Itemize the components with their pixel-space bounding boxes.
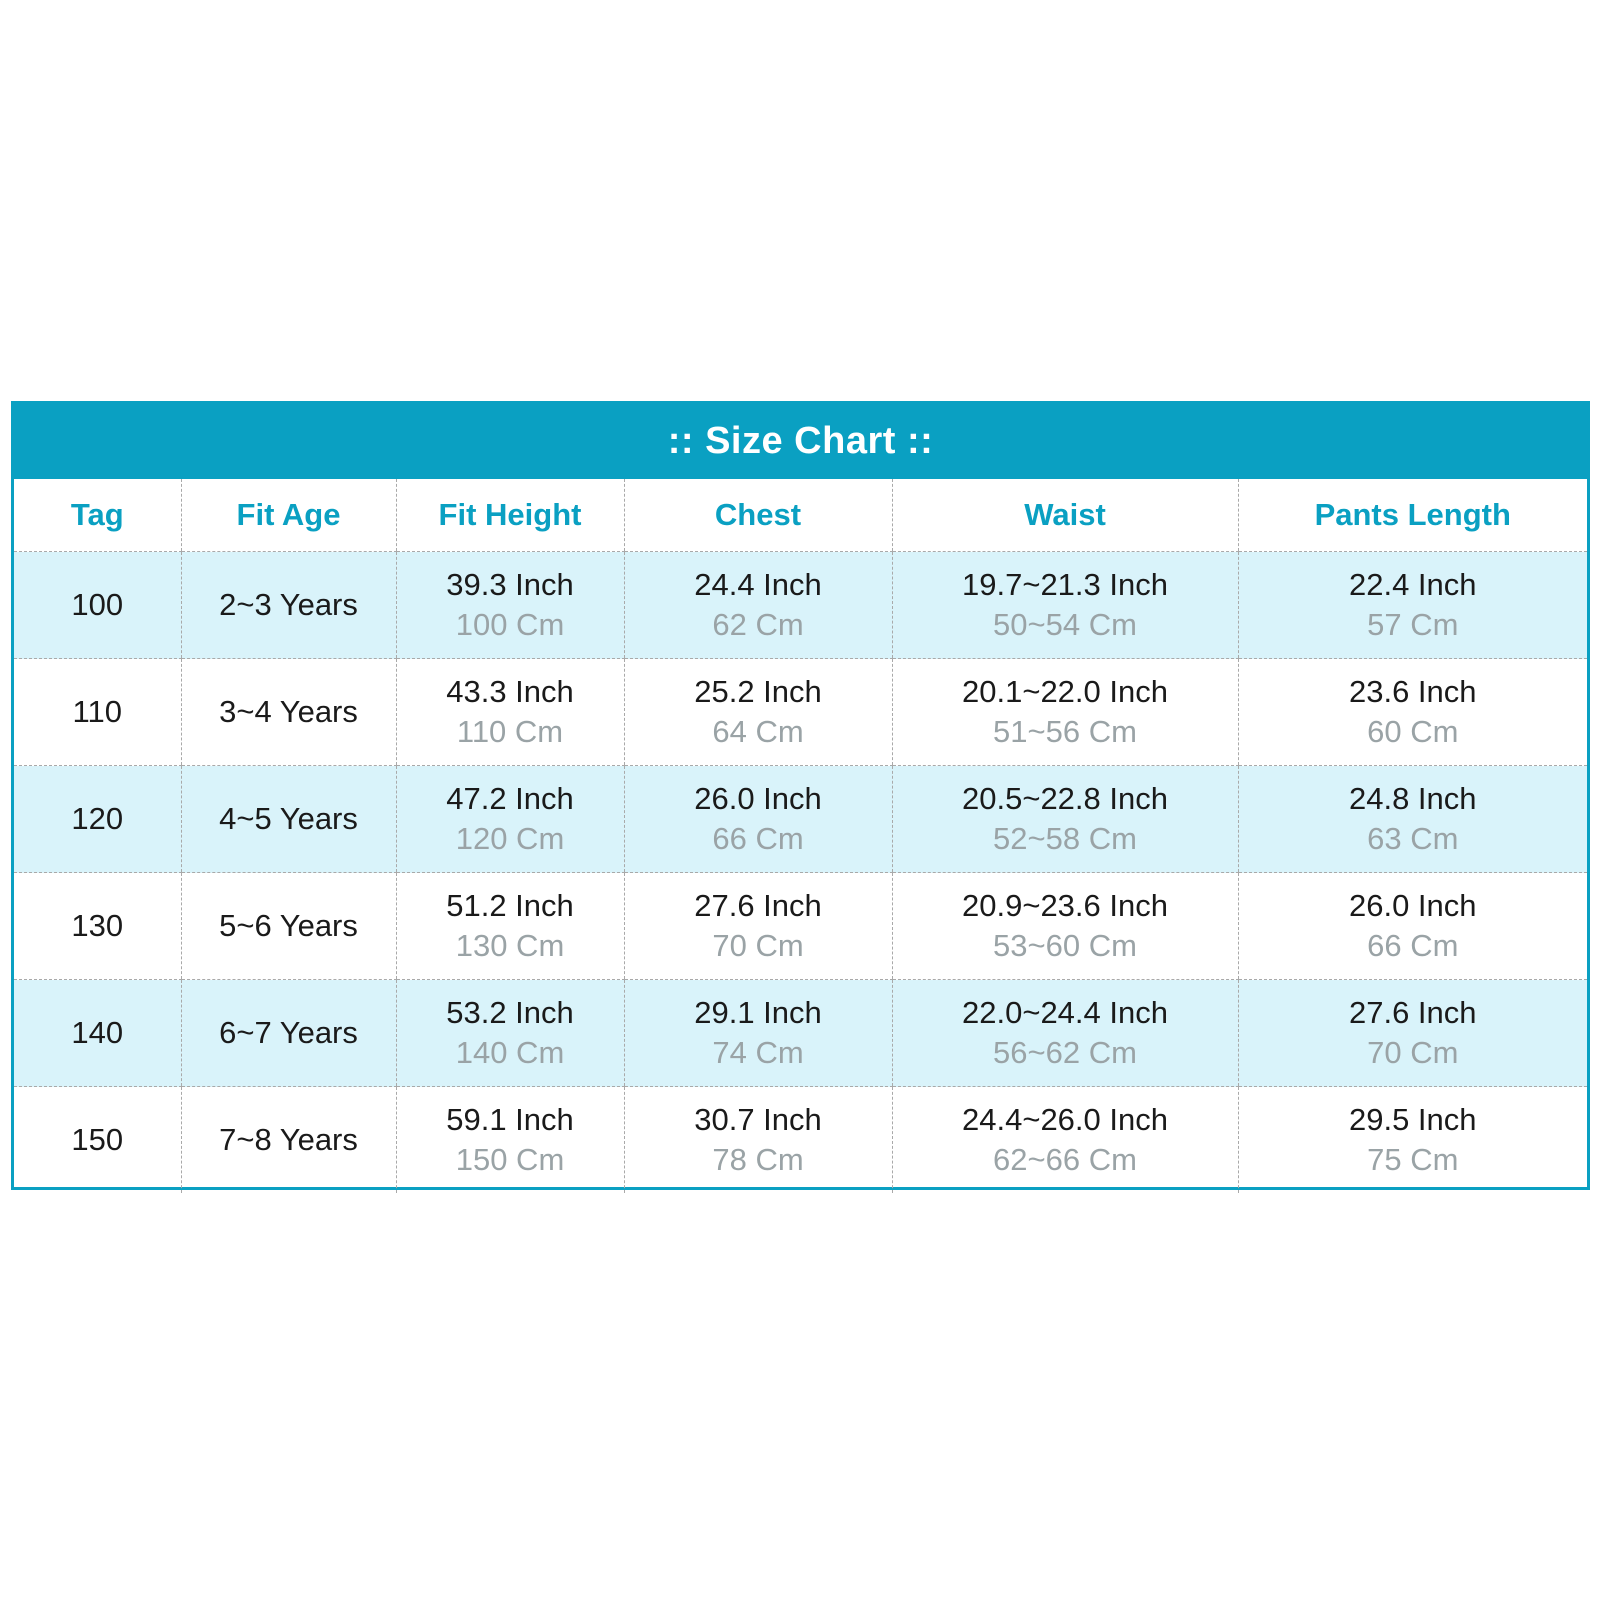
cm-value: 66 Cm	[1367, 928, 1459, 963]
tag-cell: 100	[14, 552, 181, 659]
inch-value: 24.4 Inch	[694, 567, 822, 602]
inch-value: 29.1 Inch	[694, 995, 822, 1030]
cm-value: 52~58 Cm	[993, 821, 1137, 856]
pants-cell	[1238, 659, 1587, 766]
inch-value: 24.4~26.0 Inch	[962, 1102, 1168, 1137]
cm-value: 63 Cm	[1367, 821, 1459, 856]
age-cell: 7~8 Years	[181, 1087, 396, 1194]
cm-value: 64 Cm	[712, 714, 804, 749]
inch-value: 20.9~23.6 Inch	[962, 888, 1168, 923]
column-header-waist: Waist	[892, 479, 1238, 552]
inch-value: 29.5 Inch	[1348, 1102, 1477, 1137]
inch-value: 19.7~21.3 Inch	[962, 567, 1168, 602]
inch-value: 47.2 Inch	[446, 781, 574, 816]
cm-value: 110 Cm	[456, 714, 564, 749]
age-cell: 5~6 Years	[181, 873, 396, 980]
pants-cell	[1238, 552, 1587, 659]
cm-value: 150 Cm	[455, 1142, 565, 1177]
cm-value: 50~54 Cm	[993, 607, 1137, 642]
inch-value: 26.0 Inch	[1348, 888, 1477, 923]
inch-value: 24.8 Inch	[1348, 781, 1477, 816]
pants-cell	[1238, 766, 1587, 873]
column-header-fit-height: Fit Height	[396, 479, 624, 552]
inch-value: 27.6 Inch	[1348, 995, 1477, 1030]
waist-cell	[892, 552, 1238, 659]
table-row	[14, 552, 1587, 659]
cm-value: 51~56 Cm	[993, 714, 1137, 749]
table-row	[14, 873, 1587, 980]
height-cell	[396, 659, 624, 766]
cm-value: 74 Cm	[712, 1035, 804, 1070]
inch-value: 30.7 Inch	[694, 1102, 822, 1137]
cm-value: 78 Cm	[712, 1142, 804, 1177]
inch-value: 39.3 Inch	[446, 567, 574, 602]
table-row	[14, 1087, 1587, 1194]
cm-value: 60 Cm	[1367, 714, 1459, 749]
inch-value: 22.0~24.4 Inch	[962, 995, 1168, 1030]
tag-cell: 120	[14, 766, 181, 873]
inch-value: 26.0 Inch	[694, 781, 822, 816]
pants-cell	[1238, 1087, 1587, 1194]
size-chart	[11, 401, 1590, 1190]
tag-cell: 140	[14, 980, 181, 1087]
cm-value: 100 Cm	[455, 607, 565, 642]
age-cell: 6~7 Years	[181, 980, 396, 1087]
column-header-fit-age: Fit Age	[181, 479, 396, 552]
age-cell: 2~3 Years	[181, 552, 396, 659]
inch-value: 59.1 Inch	[446, 1102, 574, 1137]
height-cell	[396, 1087, 624, 1194]
table-header	[14, 479, 1587, 552]
tag-cell: 150	[71, 1122, 124, 1157]
chest-cell	[624, 552, 892, 659]
height-cell	[396, 552, 624, 659]
age-cell: 4~5 Years	[181, 766, 396, 873]
table-row	[14, 766, 1587, 873]
column-header-tag: Tag	[14, 479, 181, 552]
height-cell	[396, 980, 624, 1087]
chest-cell	[624, 659, 892, 766]
inch-value: 25.2 Inch	[694, 674, 822, 709]
cm-value: 62 Cm	[712, 607, 804, 642]
chest-cell	[624, 1087, 892, 1194]
tag-cell: 130	[14, 873, 181, 980]
table-row	[14, 659, 1587, 766]
inch-value: 20.5~22.8 Inch	[962, 781, 1168, 816]
column-header-chest: Chest	[624, 479, 892, 552]
age-cell: 3~4 Years	[181, 659, 396, 766]
inch-value: 22.4 Inch	[1348, 567, 1477, 602]
cm-value: 70 Cm	[712, 928, 804, 963]
chest-cell	[624, 980, 892, 1087]
cm-value: 75 Cm	[1367, 1142, 1459, 1177]
waist-cell	[892, 766, 1238, 873]
inch-value: 53.2 Inch	[446, 995, 574, 1030]
cm-value: 130 Cm	[455, 928, 565, 963]
cm-value: 62~66 Cm	[993, 1142, 1137, 1177]
inch-value: 27.6 Inch	[694, 888, 822, 923]
tag-cell: 110	[14, 659, 181, 766]
pants-cell	[1238, 980, 1587, 1087]
waist-cell	[892, 659, 1238, 766]
size-table	[14, 479, 1587, 1193]
waist-cell	[892, 980, 1238, 1087]
height-cell	[396, 766, 624, 873]
pants-cell	[1238, 873, 1587, 980]
cm-value: 70 Cm	[1367, 1035, 1459, 1070]
cm-value: 120 Cm	[455, 821, 565, 856]
cm-value: 140 Cm	[455, 1035, 565, 1070]
inch-value: 20.1~22.0 Inch	[962, 674, 1168, 709]
chart-title: :: Size Chart ::	[14, 404, 1587, 479]
column-header-pants-length: Pants Length	[1238, 479, 1587, 552]
cm-value: 56~62 Cm	[993, 1035, 1137, 1070]
waist-cell	[892, 873, 1238, 980]
inch-value: 23.6 Inch	[1348, 674, 1477, 709]
inch-value: 51.2 Inch	[446, 888, 574, 923]
inch-value: 43.3 Inch	[446, 674, 574, 709]
height-cell	[396, 873, 624, 980]
chest-cell	[624, 873, 892, 980]
table-row	[14, 980, 1587, 1087]
cm-value: 66 Cm	[712, 821, 804, 856]
cm-value: 53~60 Cm	[993, 928, 1137, 963]
waist-cell	[892, 1087, 1238, 1194]
table-body	[14, 552, 1587, 1194]
chest-cell	[624, 766, 892, 873]
cm-value: 57 Cm	[1367, 607, 1459, 642]
